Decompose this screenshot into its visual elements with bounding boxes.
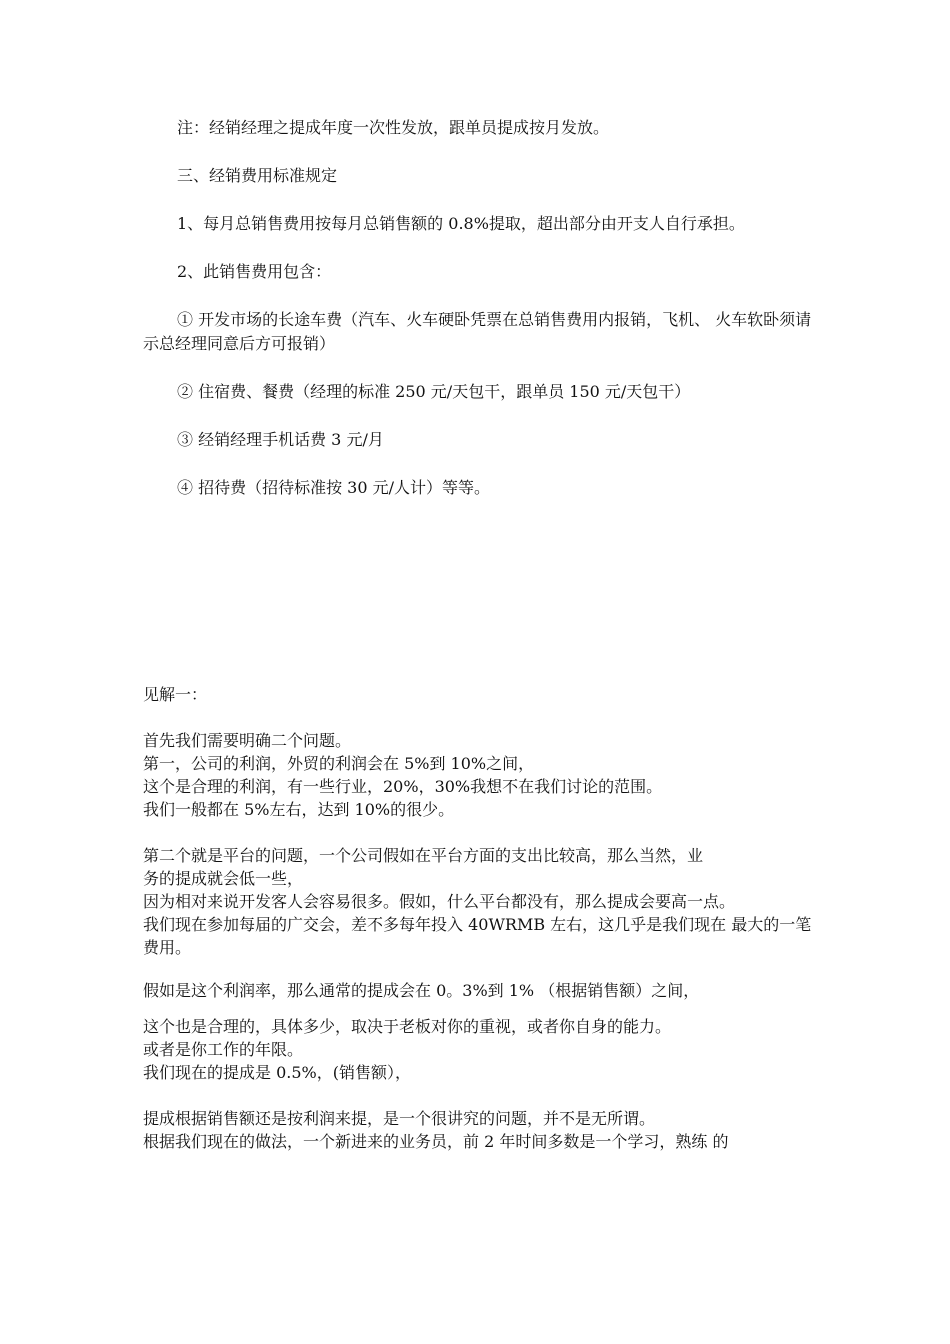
text-line: 提成根据销售额还是按利润来提，是一个很讲究的问题，并不是无所谓。 [143, 1109, 656, 1128]
text-line: 根据我们现在的做法，一个新进来的业务员，前 2 年时间多数是一个学习，熟练 的 [143, 1132, 729, 1151]
expense-sub-item-1: ① 开发市场的长途车费（汽车、火车硬卧凭票在总销售费用内报销，飞机、 火车软卧须请示总经理同意后方可报销） [143, 310, 812, 353]
text-line: 第二个就是平台的问题，一个公司假如在平台方面的支出比较高，那么当然，业 [143, 846, 704, 865]
rule-item-2: 2、此销售费用包含： [177, 262, 332, 281]
rule-item-1: 1、每月总销售费用按每月总销售额的 0.8%提取，超出部分由开支人自行承担。 [177, 214, 745, 233]
text-line: 或者是你工作的年限。 [143, 1040, 304, 1059]
expense-sub-item-2: ② 住宿费、餐费（经理的标准 250 元/天包干，跟单员 150 元/天包干） [177, 382, 691, 401]
text-line: 我们现在的提成是 0.5%，(销售额）， [143, 1063, 411, 1082]
opinion-title: 见解一： [143, 685, 208, 704]
text-line: 务的提成就会低一些， [143, 869, 304, 888]
text-line: 我们一般都在 5%左右，达到 10%的很少。 [143, 800, 455, 819]
text-line: 我们现在参加每届的广交会，差不多每年投入 40WRMB 左右，这几乎是我们现在 最大的一笔费用。 [143, 915, 812, 957]
section-heading-expense-standards: 三、经销费用标准规定 [177, 166, 338, 185]
text-line: 第一，公司的利润，外贸的利润会在 5%到 10%之间， [143, 754, 535, 773]
expense-sub-item-3: ③ 经销经理手机话费 3 元/月 [177, 430, 384, 449]
text-line: 这个也是合理的，具体多少，取决于老板对你的重视，或者你自身的能力。 [143, 1017, 672, 1036]
commission-note: 注：经销经理之提成年度一次性发放，跟单员提成按月发放。 [177, 118, 610, 137]
expense-rules-section [143, 116, 819, 524]
expense-sub-item-4: ④ 招待费（招待标准按 30 元/人计）等等。 [177, 478, 491, 497]
text-line: 因为相对来说开发客人会容易很多。假如，什么平台都没有，那么提成会要高一点。 [143, 892, 736, 911]
opinion-section [143, 683, 819, 1153]
text-line: 这个是合理的利润，有一些行业，20%，30%我想不在我们讨论的范围。 [143, 777, 663, 796]
text-line: 假如是这个利润率，那么通常的提成会在 0。3%到 1% （根据销售额）之间， [143, 981, 700, 1000]
text-line: 首先我们需要明确二个问题。 [143, 731, 352, 750]
